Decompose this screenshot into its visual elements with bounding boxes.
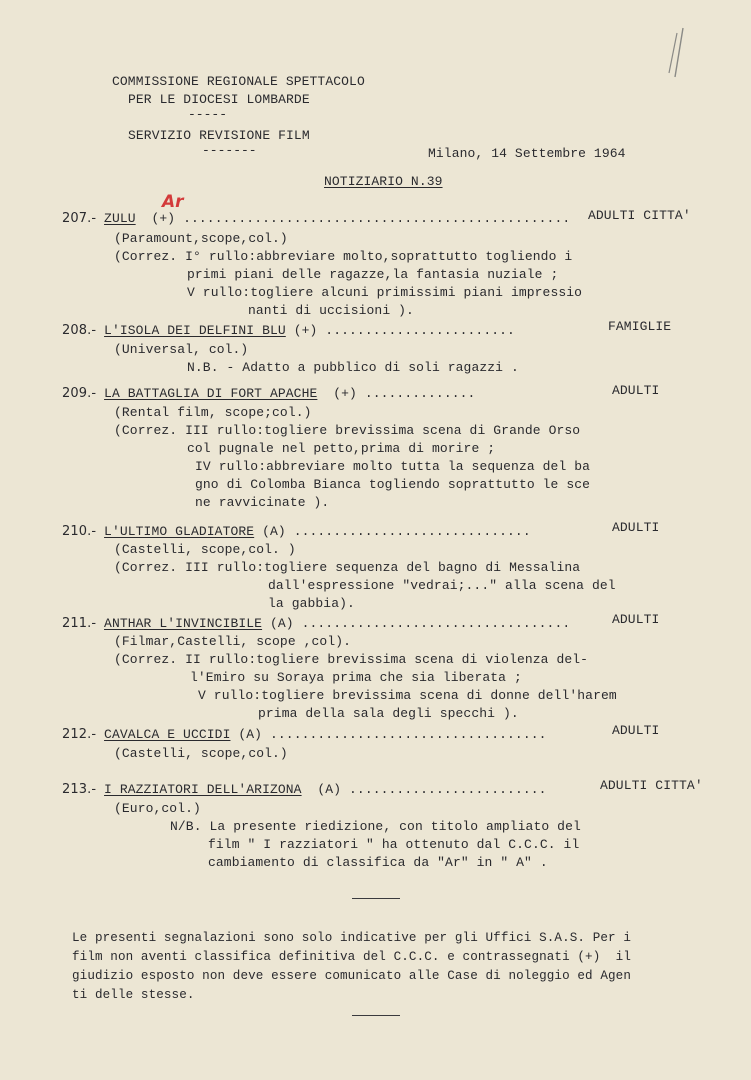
org-line-2: PER LE DIOCESI LOMBARDE xyxy=(128,92,310,107)
footer-note-line-3: giudizio esposto non deve essere comunicato alle Case di noleggio ed Agen xyxy=(72,969,631,983)
entry-211-detail-2: (Correz. II rullo:togliere brevissima scena di violenza del- xyxy=(114,652,589,667)
entry-number: 211.- xyxy=(62,616,97,631)
entry-213: 213.- I RAZZIATORI DELL'ARIZONA (A) ......................... xyxy=(62,782,547,797)
entry-211-rating: ADULTI xyxy=(612,612,660,627)
entry-207-detail-5: nanti di uccisioni ). xyxy=(248,303,414,318)
rating-code: (A) xyxy=(262,524,286,539)
entry-213-detail-2: N/B. La presente riedizione, con titolo ampliato del xyxy=(170,819,581,834)
entry-207-detail-3: primi piani delle ragazze,la fantasia nuziale ; xyxy=(187,267,559,282)
entry-number: 210.- xyxy=(62,524,97,539)
org-line-1: COMMISSIONE REGIONALE SPETTACOLO xyxy=(112,74,365,89)
entry-213-rating: ADULTI CITTA' xyxy=(600,778,703,793)
footer-note-line-4: ti delle stesse. xyxy=(72,988,195,1002)
rating-code: (+) xyxy=(151,211,176,226)
rating-code: (A) xyxy=(269,616,294,631)
film-title: CAVALCA E UCCIDI xyxy=(104,727,231,742)
entry-211: 211.- ANTHAR L'INVINCIBILE (A) .................................. xyxy=(62,616,571,631)
entry-211-detail-3: l'Emiro su Soraya prima che sia liberata ; xyxy=(190,670,522,685)
rating-code: (+) xyxy=(333,386,357,401)
entry-210: 210.- L'ULTIMO GLADIATORE (A) .............................. xyxy=(62,524,531,539)
entry-208: 208.- L'ISOLA DEI DELFINI BLU (+) ........................ xyxy=(62,323,515,338)
entry-211-detail-4: V rullo:togliere brevissima scena di donne dell'harem xyxy=(198,688,617,703)
entry-210-detail-2: (Correz. III rullo:togliere sequenza del bagno di Messalina xyxy=(114,560,581,575)
entry-209-detail-2: (Correz. III rullo:togliere brevissima scena di Grande Orso xyxy=(114,423,581,438)
document-date: Milano, 14 Settembre 1964 xyxy=(428,146,626,161)
separator-line xyxy=(352,898,400,899)
entry-210-detail-4: la gabbia). xyxy=(268,596,355,611)
entry-209-detail-6: ne ravvicinate ). xyxy=(195,495,330,510)
entry-208-rating: FAMIGLIE xyxy=(608,319,672,334)
entry-209-detail-3: col pugnale nel petto,prima di morire ; xyxy=(187,441,496,456)
entry-209-rating: ADULTI xyxy=(612,383,660,398)
entry-213-detail-4: cambiamento di classifica da "Ar" in " A" . xyxy=(208,855,548,870)
entry-number: 209.- xyxy=(62,386,97,401)
rating-code: (+) xyxy=(293,323,318,338)
bulletin-title: NOTIZIARIO N.39 xyxy=(324,174,443,189)
closing-line xyxy=(352,1015,400,1016)
entry-212-rating: ADULTI xyxy=(612,723,660,738)
entry-213-detail-3: film " I razziatori " ha ottenuto dal C.C.C. il xyxy=(208,837,580,852)
entry-209-detail-4: IV rullo:abbreviare molto tutta la sequenza del ba xyxy=(195,459,591,474)
header-dash: ----- xyxy=(188,107,228,122)
entry-208-detail-1: (Universal, col.) xyxy=(114,342,249,357)
entry-number: 208.- xyxy=(62,323,97,338)
entry-210-detail-3: dall'espressione "vedrai;..." alla scena del xyxy=(268,578,616,593)
entry-211-detail-1: (Filmar,Castelli, scope ,col). xyxy=(114,634,352,649)
entry-207-rating: ADULTI CITTA' xyxy=(588,208,691,223)
rating-code: (A) xyxy=(238,727,263,742)
film-title: ANTHAR L'INVINCIBILE xyxy=(104,616,263,631)
entry-212: 212.- CAVALCA E UCCIDI (A) ................................... xyxy=(62,727,547,742)
entry-207-detail-1: (Paramount,scope,col.) xyxy=(114,231,288,246)
entry-211-detail-5: prima della sala degli specchi ). xyxy=(258,706,519,721)
entry-208-detail-2: N.B. - Adatto a pubblico di soli ragazzi . xyxy=(187,360,519,375)
service-title: SERVIZIO REVISIONE FILM xyxy=(128,128,310,143)
film-title: L'ULTIMO GLADIATORE xyxy=(104,524,255,539)
entry-number: 212.- xyxy=(62,727,97,742)
entry-207-detail-4: V rullo:togliere alcuni primissimi piani impressio xyxy=(187,285,583,300)
footer-note-line-1: Le presenti segnalazioni sono solo indicative per gli Uffici S.A.S. Per i xyxy=(72,931,631,945)
entry-213-detail-1: (Euro,col.) xyxy=(114,801,201,816)
entry-209: 209.- LA BATTAGLIA DI FORT APACHE (+) .............. xyxy=(62,386,476,401)
film-title: ZULU xyxy=(104,211,136,226)
service-dash: ------- xyxy=(202,143,257,158)
handwritten-rating-annotation: Ar xyxy=(162,192,184,212)
entry-207-detail-2: (Correz. I° rullo:abbreviare molto,soprattutto togliendo i xyxy=(114,249,573,264)
film-title: L'ISOLA DEI DELFINI BLU xyxy=(104,323,286,338)
entry-212-detail-1: (Castelli, scope,col.) xyxy=(114,746,288,761)
entry-209-detail-5: gno di Colomba Bianca togliendo soprattutto le sce xyxy=(195,477,591,492)
entry-209-detail-1: (Rental film, scope;col.) xyxy=(114,405,312,420)
pencil-mark-icon xyxy=(665,25,687,80)
footer-note-line-2: film non aventi classifica definitiva del C.C.C. e contrassegnati (+) il xyxy=(72,950,631,964)
film-title: I RAZZIATORI DELL'ARIZONA xyxy=(104,782,302,797)
entry-number: 213.- xyxy=(62,782,97,797)
entry-number: 207.- xyxy=(62,211,97,226)
entry-210-detail-1: (Castelli, scope,col. ) xyxy=(114,542,296,557)
rating-code: (A) xyxy=(317,782,342,797)
entry-207: 207.- ZULU (+) ................................................. xyxy=(62,211,571,226)
film-title: LA BATTAGLIA DI FORT APACHE xyxy=(104,386,318,401)
entry-210-rating: ADULTI xyxy=(612,520,660,535)
